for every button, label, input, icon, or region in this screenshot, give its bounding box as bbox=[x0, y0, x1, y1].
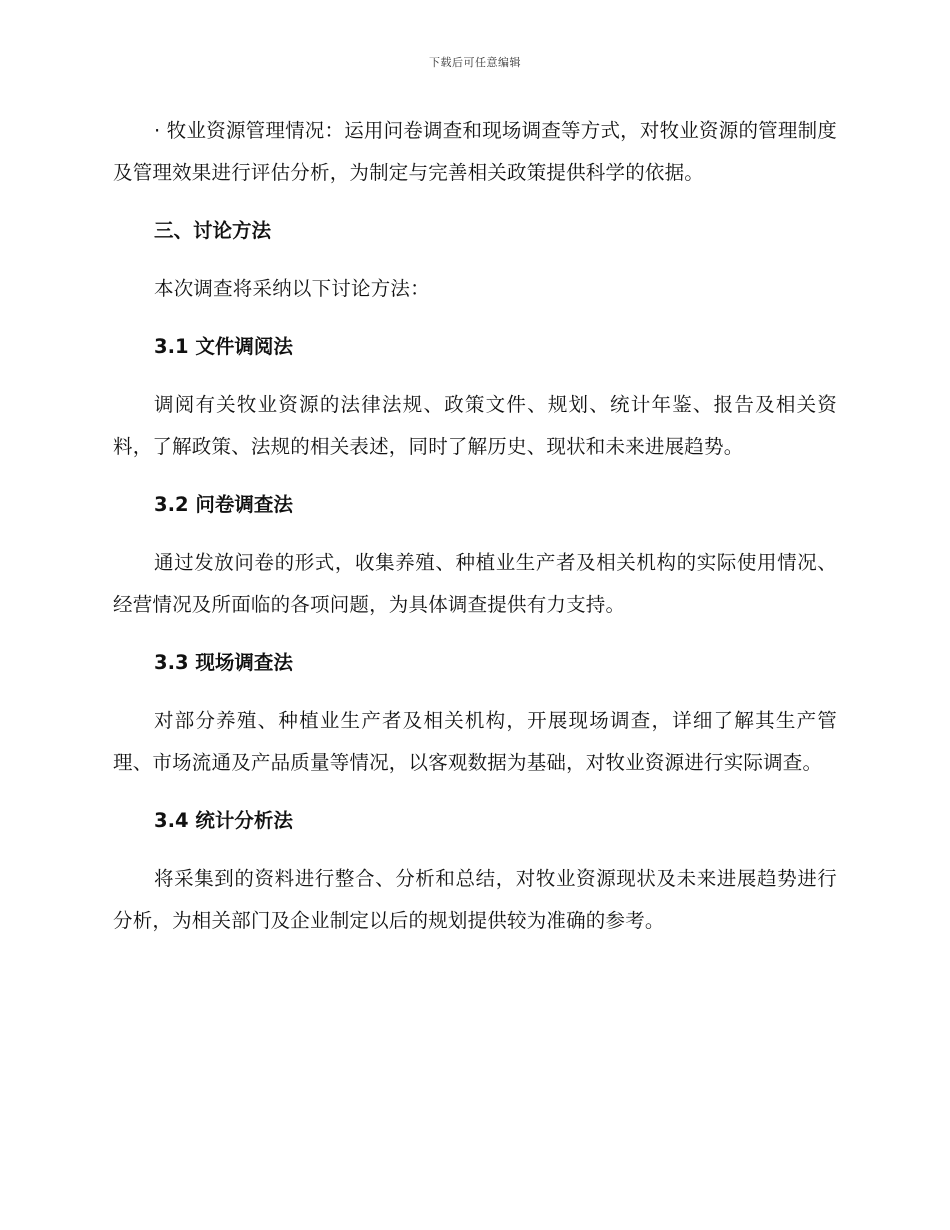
paragraph-3-3: 对部分养殖、种植业生产者及相关机构，开展现场调查，详细了解其生产管理、市场流通及产品质量等情况，以客观数据为基础，对牧业资源进行实际调查。 bbox=[113, 709, 837, 774]
paragraph-methods-intro: 本次调查将采纳以下讨论方法： bbox=[154, 277, 430, 300]
paragraph-3-2: 通过发放问卷的形式，收集养殖、种植业生产者及相关机构的实际使用情况、经营情况及所面临的各项问题，为具体调查提供有力支持。 bbox=[113, 551, 837, 616]
section-heading-methods: 三、讨论方法 bbox=[154, 219, 272, 242]
subheading-3-2: 3.2 问卷调查法 bbox=[154, 493, 293, 516]
subheading-3-1: 3.1 文件调阅法 bbox=[154, 335, 293, 358]
paragraph-3-4: 将采集到的资料进行整合、分析和总结，对牧业资源现状及未来进展趋势进行分析，为相关部门及企业制定以后的规划提供较为准确的参考。 bbox=[113, 867, 837, 932]
document-body bbox=[113, 110, 837, 942]
paragraph-3-1: 调阅有关牧业资源的法律法规、政策文件、规划、统计年鉴、报告及相关资料，了解政策、法规的相关表述，同时了解历史、现状和未来进展趋势。 bbox=[113, 393, 837, 458]
page-header: 下载后可任意编辑 bbox=[429, 56, 521, 69]
subheading-3-4: 3.4 统计分析法 bbox=[154, 809, 293, 832]
paragraph-resource-management: · 牧业资源管理情况：运用问卷调查和现场调查等方式，对牧业资源的管理制度及管理效果进行评估分析，为制定与完善相关政策提供科学的依据。 bbox=[113, 119, 837, 184]
subheading-3-3: 3.3 现场调查法 bbox=[154, 651, 293, 674]
